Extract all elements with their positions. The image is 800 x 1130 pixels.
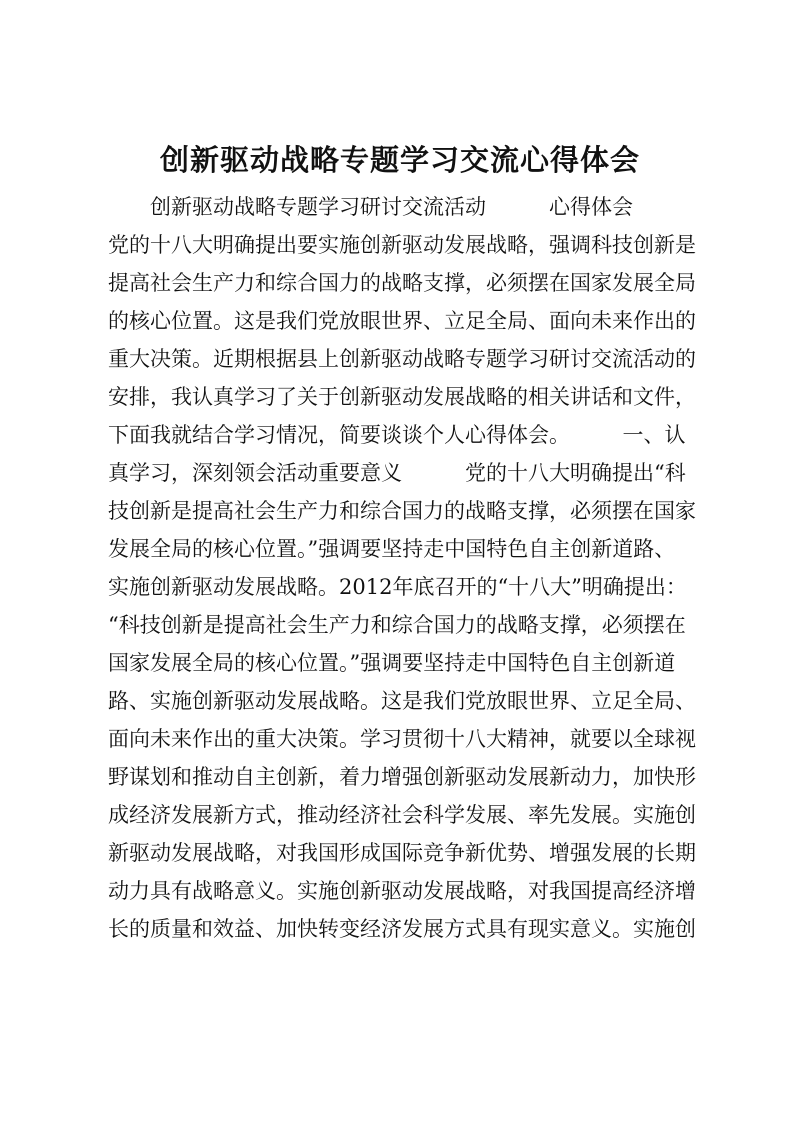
text-line: 真学习，深刻领会活动重要意义 党的十八大明确提出“科 — [108, 461, 686, 485]
text-line: 长的质量和效益、加快转变经济发展方式具有现实意义。实施创 — [108, 917, 696, 941]
text-line: 的核心位置。这是我们党放眼世界、立足全局、面向未来作出的 — [108, 309, 696, 333]
document-title: 创新驱动战略专题学习交流心得体会 — [159, 143, 640, 177]
text-line: 创新驱动战略专题学习研讨交流活动 心得体会 — [150, 195, 633, 219]
text-line: 野谋划和推动自主创新，着力增强创新驱动发展新动力，加快形 — [108, 765, 696, 789]
text-line: 实施创新驱动发展战略。2012年底召开的“十八大”明确提出： — [108, 575, 687, 599]
text-line: 新驱动发展战略，对我国形成国际竞争新优势、增强发展的长期 — [108, 841, 696, 865]
document-body — [108, 188, 708, 948]
text-line: 路、实施创新驱动发展战略。这是我们党放眼世界、立足全局、 — [108, 689, 696, 713]
text-line: 重大决策。近期根据县上创新驱动战略专题学习研讨交流活动的 — [108, 347, 696, 371]
text-line: 技创新是提高社会生产力和综合国力的战略支撑，必须摆在国家 — [108, 499, 696, 523]
text-line: 安排，我认真学习了关于创新驱动发展战略的相关讲话和文件， — [108, 385, 696, 409]
text-line: 面向未来作出的重大决策。学习贯彻十八大精神，就要以全球视 — [108, 727, 696, 751]
text-line: 提高社会生产力和综合国力的战略支撑，必须摆在国家发展全局 — [108, 271, 696, 295]
text-line: 成经济发展新方式，推动经济社会科学发展、率先发展。实施创 — [108, 803, 696, 827]
text-line: “科技创新是提高社会生产力和综合国力的战略支撑，必须摆在 — [108, 613, 686, 637]
text-line: 下面我就结合学习情况，简要谈谈个人心得体会。 一、认 — [108, 423, 686, 447]
text-line: 党的十八大明确提出要实施创新驱动发展战略，强调科技创新是 — [108, 233, 696, 257]
text-line: 动力具有战略意义。实施创新驱动发展战略，对我国提高经济增 — [108, 879, 696, 903]
text-line: 国家发展全局的核心位置。”强调要坚持走中国特色自主创新道 — [108, 651, 676, 675]
text-line: 发展全局的核心位置。”强调要坚持走中国特色自主创新道路、 — [108, 537, 676, 561]
